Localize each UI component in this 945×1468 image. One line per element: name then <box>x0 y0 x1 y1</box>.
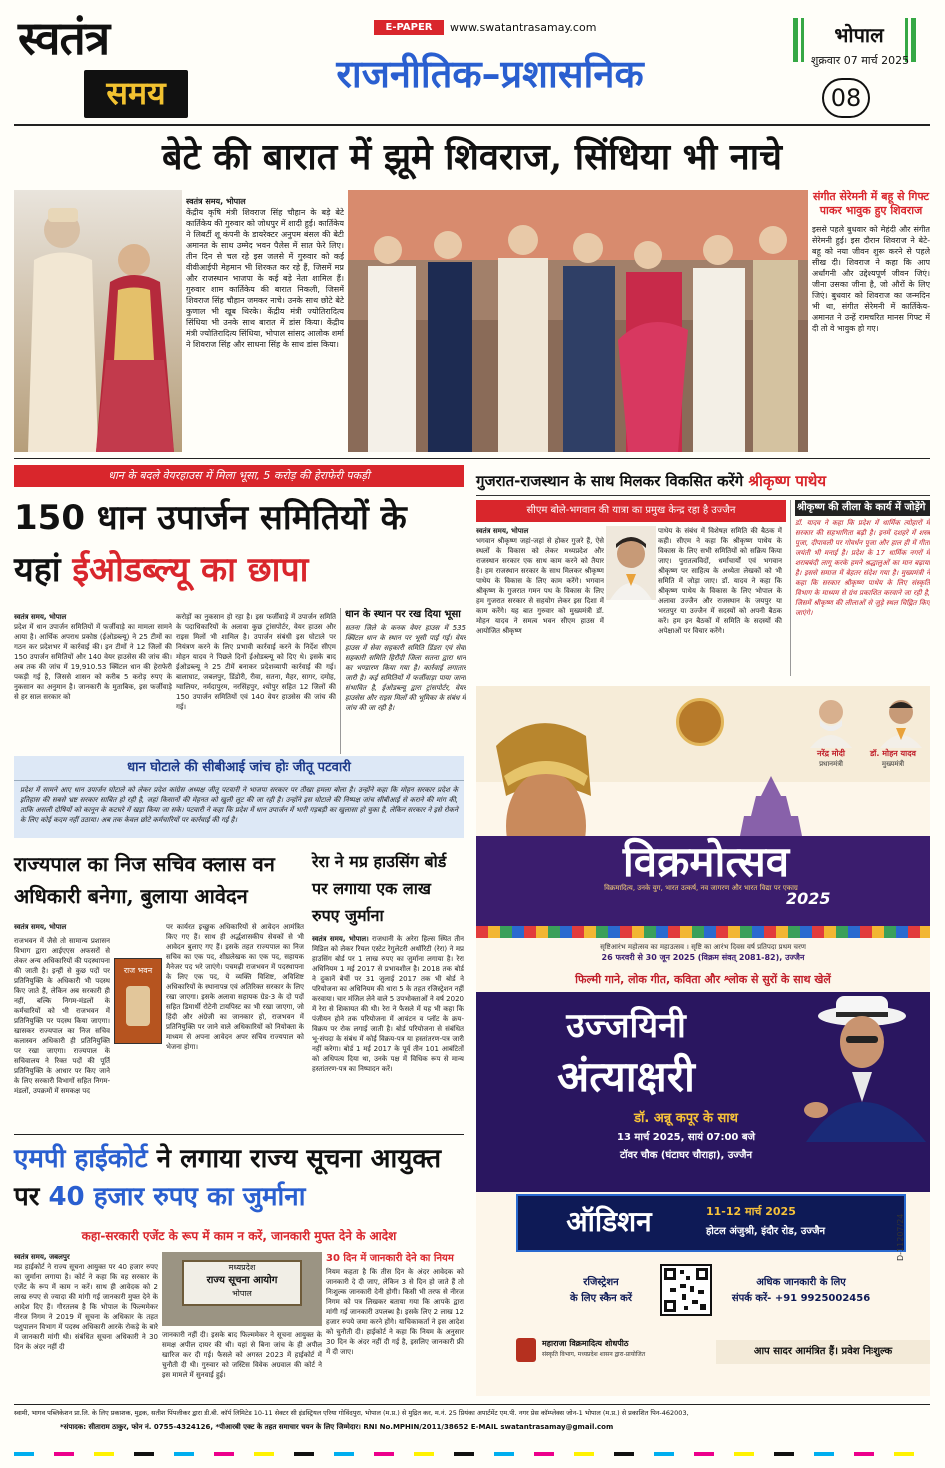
hc-headline-part2: ने लगाया राज्य सूचना आयुक्त पर <box>14 1144 442 1212</box>
hc-top-rule <box>14 1134 464 1135</box>
event-name-line1: उज्जयिनी <box>566 1006 686 1046</box>
rera-body: राजधानी के अरेरा हिल्स स्थित तीन मिडिल को लेकर रियल एस्टेट रेगुलेटरी अथॉरिटी (रेरा) ने मप्र हाउसिंग बोर्ड पर 1 लाख रुपए का जुर्माना लगाया है। रेरा अधिनियम 1 मई 2017 से प्रभावशील है। 2018 तक बोर्ड ने दुकानें बेचीं पर 31 जुलाई 2017 तक भी बोर्ड ने परियोजना का अधिनियम की धारा 5 के तहत रजिस्ट्रेशन नहीं करवाया। चार मंजिल लेने वाले 5 उपभोक्ताओं ने वर्ष 2020 में रेरा से शिकायत की थी। रेरा ने फैसले में यह भी कहा कि पंजीयन होने तक परियोजना में आवंटन व प्लॉट के क्रय-विक्रय पर रोक लगाई जाती है। बोर्ड परियोजना से संबंधित भू-संपदा के संबंध में कोई विक्रय-पत्र या हस्तांतरण-पत्र जारी नहीं करेगा। बोर्ड 1 मई 2017 के पूर्व तीन 101 आबंटितों को अधिपत्य दिया था, उनके पक्ष में विधिक रूप से मान्य हस्तांतरण-पत्र का निष्पादन करें। <box>312 935 464 1073</box>
lead-bottom-rule <box>14 458 930 459</box>
gujarat-kicker-text: सीएम बोले-भगवान की यात्रा का प्रमुख केन्द्र रहा है उज्जैन <box>526 505 736 516</box>
audition-label: ऑडिशन <box>566 1205 652 1238</box>
rera-col <box>312 934 464 1128</box>
paddy-headline-part2: ईओडब्ल्यू का छापा <box>72 550 309 590</box>
gujarat-box-body: डॉ. यादव ने कहा कि प्रदेश में धार्मिक त्योहारों में सरकार की सहभागिता बढ़ी है। इनमें दशहरे में शस्त्र पूजा, दीपावली पर गोवर्धन पूजा और हाल ही में गीता जयंती भी मनाई है। प्रदेश के 17 धार्मिक नगरों में शराबबंदी लागू करके हमने श्रद्धालुओं का मान बढ़ाया है। इससे समाज में बेहतर संदेश गया है। मुख्यमंत्री ने कहा कि सरकार श्रीकृष्ण पाथेय के लिए संस्कृति विभाग के माध्यम से ग्रंथ प्रकाशित करवाने जा रही है, जिसमें श्रीकृष्ण की लीलाओं से जुड़े स्थल चिह्नित किए जाएंगे। <box>795 519 930 617</box>
qr-code-icon[interactable] <box>660 1264 712 1316</box>
gujarat-box-title: श्रीकृष्ण की लीला के कार्य में जोड़ेंगे <box>795 500 930 516</box>
edition-date: शुक्रवार 07 मार्च 2025 <box>810 54 910 67</box>
leader2-illustration <box>876 692 926 748</box>
fest-year: 2025 <box>786 889 831 908</box>
leader2-photo <box>876 692 926 748</box>
rera-dateline: स्वतंत्र समय, भोपाल। <box>312 935 369 943</box>
epaper-badge: E-PAPER <box>374 20 444 35</box>
footer-rule <box>14 1404 930 1405</box>
audition-venue: होटल अंजुश्री, इंदौर रोड, उज्जैन <box>706 1226 826 1237</box>
leader1-title: प्रधानमंत्री <box>819 760 843 768</box>
hc-photo <box>162 1252 322 1326</box>
hc-dateline: स्वतंत्र समय, जबलपुर <box>14 1253 70 1261</box>
gujarat-headline-part1: गुजरात-राजस्थान के साथ मिलकर विकसित करेंगे <box>476 472 749 490</box>
gujarat-col2: पाथेय के संबंध में विशेषज्ञ समिति की बैठक में कही। सीएम ने कहा कि श्रीकृष्ण पाथेय के विकास के लिए सभी समितियों को सक्रिय किया जाए। पुरातत्वविदों, धर्माचार्यों एवं भगवान श्रीकृष्ण पर साहित्य के अध्येता लेखकों को भी समिति में जोड़ा जाए। डॉ. यादव ने कहा कि श्रीकृष्ण पाथेय के विकास के लिए भोपाल के अलावा उज्जैन और राजस्थान के जयपुर या भरतपुर या उज्जैन में सदस्यों को अपनी बैठक करें। हम इन बैठकों में समिति के सदस्यों की अपेक्षाओं पर विचार करेंगे। <box>658 527 782 635</box>
governor-body1: राजभवन में जैसे तो सामान्य प्रशासन विभाग द्वारा आईएएस अफसरों से लेकर अन्य अधिकारियों की पदस्थापना की जाती है। इन्हीं से कुछ पदों पर प्रतिनियुक्ति के अधिकारी भी पदस्थ किए जाते हैं, लेकिन अब सरकारी ही नहीं, बल्कि निगम-मंडलों के कर्मचारियों को भी राजभवन में प्रतिनियुक्ति पर पदस्थ किया जाएगा। खासकर राज्यपाल का निज सचिव कलास्वन अधिकारी ही प्रतिनियुक्ति पर रखा जाएगा। राज्यपाल के सचिवालय ने रिक्त पदों की पूर्ति प्रतिनियुक्ति के आधार पर किए जाने के लिए सरकारी विभागों सहित निगम-मंडलों, उपक्रमों में समकक्ष पद <box>14 937 110 1095</box>
gujarat-headline-part2: श्रीकृष्ण पाथेय <box>748 472 827 490</box>
edition-city: भोपाल <box>834 23 884 47</box>
lead-body-text: केंद्रीय कृषि मंत्री शिवराज सिंह चौहान के बड़े बेटे कार्तिकेय की गुरुवार को जोधपुर में शादी हुई। कार्तिकेय ने लिबर्टी शू कंपनी के डायरेक्टर अनुपम बंसल की बेटी अमानत के साथ उम्मेद भवन पैलेस में सात फेरे लिए। तीन दिन से चल रहे इस जलसे में गुरुवार को कई वीवीआईपी मेहमान भी शिरकत कर रहे हैं, जिसमें मप्र और राजस्थान भाजपा के कई बड़े नेता शामिल हैं। गुरुवार शाम कार्तिकेय की बारात निकली, जिसमें शिवराज सिंह चौहान जमकर नाचे। उनके साथ छोटे बेटे कुणाल भी खूब थिरके। केंद्रीय मंत्री ज्योतिरादित्य सिंधिया भी उनके साथ बारात में डांस किया। केंद्रीय मंत्री ज्योतिरादित्य सिंधिया, भोपाल सांसद आलोक शर्मा ने शिवराज सिंह और साधना सिंह के साथ डांस किया। <box>186 208 344 349</box>
event-name-line2: अंत्याक्षरी <box>557 1052 695 1101</box>
lead-photo-couple <box>14 190 182 452</box>
hc-headline-part3: 40 हजार रुपए का जुर्माना <box>48 1182 306 1212</box>
couple-illustration <box>14 190 182 452</box>
governor-body2: पर कार्यरत इच्छुक अधिकारियों से आवेदन आमंत्रित किए गए हैं। साथ ही अर्द्धशासकीय सेवकों से भी आवेदन बुलाए गए हैं। इसके तहत राज्यपाल का निज सचिव का एक पद, शीघ्रलेखक का एक पद, सहायक मैनेजर पद भरे जाएंगे। पचमढ़ी राजभवन में पदस्थापना के लिए एक पद, ये व्यक्ति विशिष्ट, अविशिष्ट अधिकारियों के स्थानापन्न एवं अतिरिक्त सरकार के लिए रखा जाएगा। इसके अलावा सहायक ग्रेड-3 के दो पदों सहित डिमार्थी रोटेनी टायपिस्ट का भी रखा जाएगा, जो हिंदी और अंग्रेजी का जानकार हो, राजभवन में प्रतिनियुक्ति पर जाने वाले अधिकारियों को नियोक्ता के माध्यम से अपना आवेदन अपर सचिव राज्यपाल को भेजना होगा। <box>166 923 304 1051</box>
fest-title: विक्रमोत्सव <box>622 837 790 886</box>
hc-box <box>326 1252 464 1398</box>
governor-headline: राज्यपाल का निज सचिव क्लास वन अधिकारी बनेगा, बुलाया आवेदन <box>14 852 275 908</box>
footer-imprint-2: *संपादक: सीताराम ठाकुर, फोन नं. 0755-4324126, *पीआरबी एक्ट के तहत समाचार चयन के लिए जिम्मेदार। RNI No.MPHIN/2011/38652 E-MAIL swatantrasamay@gmail.com <box>60 1423 614 1431</box>
sidebar-story <box>812 190 930 454</box>
invite-text: आप सादर आमंत्रित हैं। प्रवेश निःशुल्क <box>753 1346 893 1357</box>
leader1-name: नरेंद्र मोदी <box>817 749 845 758</box>
vikramotsav-ad <box>476 686 930 1396</box>
paddy-headline-part1: 150 धान उपार्जन समितियों के यहां <box>14 498 407 590</box>
paddy-box <box>340 608 466 754</box>
hc-sign-line1: मध्यप्रदेश <box>228 1263 256 1272</box>
hc-subhead: कहा-सरकारी एजेंट के रूप में काम न करें, जानकारी मुफ्त देने के आदेश <box>81 1229 397 1243</box>
governor-photo <box>114 958 162 1044</box>
hc-headline-part1: एमपी हाईकोर्ट <box>14 1144 148 1174</box>
music-line: फिल्मी गाने, लोक गीत, कविता और श्लोक से सुरों के साथ खेलें <box>575 973 831 986</box>
organizer-sub: संस्कृति विभाग, मध्यप्रदेश शासन द्वारा-प्रायोजित <box>542 1351 646 1358</box>
cbi-box <box>14 756 464 838</box>
masthead <box>0 0 945 122</box>
emblem-icon <box>126 986 150 1026</box>
scan-label-1: रजिस्ट्रेशन <box>583 1277 619 1288</box>
lead-dateline: स्वतंत्र समय, भोपाल <box>186 197 246 206</box>
contact-label-2[interactable]: संपर्क करें- +91 9925002456 <box>731 1293 871 1304</box>
lead-headline: बेटे की बारात में झूमे शिवराज, सिंधिया भी नाचे <box>162 136 782 178</box>
temple-shape <box>736 776 806 836</box>
logo-bottom-box <box>84 70 188 118</box>
paddy-col2: करोड़ों का नुकसान हो रहा है। इस फर्जीवाड़े में उपार्जन समिति के पदाधिकारियों के अलावा कुछ ट्रांसपोर्टर, वेयर हाउस और राइस मिलों भी शामिल है। उपार्जन संबंधी इस घोटाले पर नियंत्रण करने के लिए प्रभावी कार्रवाई करने के निर्देश सीएम मोहन यादव ने पिछले दिनों ईओडब्ल्यू को दिए थे। इसके बाद ईओडब्ल्यू ने 25 टीमें बनाकर प्रदेशव्यापी कार्रवाई की गई। बालाघाट, जबलपुर, डिंडोरी, रीवा, सतना, मैहर, सागर, दमोह, ग्वालियर, नर्मदापुरम, नरसिंहपुर, श्योपुर सहित 12 जिलों की 150 उपार्जन समितियों एवं 140 वेयर हाउसेस की जांच की गई। <box>176 613 336 711</box>
logo-top-text: स्वतंत्र <box>18 11 110 65</box>
gujarat-kicker <box>476 500 786 522</box>
lead-photo-dance <box>348 190 808 452</box>
sidebar-body: इससे पहले बुधवार को मेहंदी और संगीत सेरेमनी हुई। इस दौरान शिवराज ने बेटे-बहू को नया जीवन शुरू करने से पहले सीख दी। शिवराज ने कहा कि आप अर्धांगनी और उद्देश्यपूर्ण जीवन जिएं। जीना उसका जीना है, जो औरों के लिए जिएं। बुधवार को शिवराज का जन्मदिन भी था, संगीत सेरेमनी में कार्तिकेय-अमानत ने उन्हें रामचरित मानस गिफ्ट में दी तो वे भावुक हो गए। <box>812 225 930 333</box>
hc-body2: जानकारी नहीं दी। इसके बाद फिल्ममेकर ने सूचना आयुक्त के समक्ष अपील दायर की थी। यहां से बिना जांच के ही अपील खारिज कर दी गई। फैसले को अगस्त 2023 में हाईकोर्ट में चुनौती दी थी। गुरुवार को जस्टिस विवेक अग्रवाल की कोर्ट ने इस मामले में सुनवाई हुई। <box>162 1331 322 1379</box>
print-registration-bar <box>14 1452 930 1456</box>
website-link[interactable]: www.swatantrasamay.com <box>450 21 597 34</box>
leader2-name: डॉ. मोहन यादव <box>870 749 916 758</box>
bunting-strip <box>476 926 930 938</box>
leader1-photo <box>806 692 856 748</box>
cbi-body: प्रदेश में सामने आए धान उपार्जन घोटाले को लेकर प्रदेश कांग्रेस अध्यक्ष जीतू पटवारी ने भाजपा सरकार पर तीखा हमला बोला है। उन्होंने कहा कि मोहन सरकार प्रदेश के इतिहास की सबसे भ्रष्ट सरकार साबित हो रही है, जहां किसानों की मेहनत को खुली लूट की जा रही है। उन्होंने इस घोटाले की निष्पक्ष जांच सीबीआई से कराने की मांग की, ताकि असली दोषियों को कानून के कटघरे में खड़ा किया जा सके। पटवारी ने कहा कि प्रदेश में धान उपार्जन में भारी गड़बड़ी का खुलासा हो चुका है, लेकिन सरकार ने इसे रोकने के लिए कोई कदम नहीं उठाया। अब तक केवल छोटे कर्मचारियों पर कार्रवाई की गई है। <box>20 786 458 824</box>
paddy-kicker-text: धान के बदले वेयरहाउस में मिला भूसा, 5 करोड़ की हेराफेरी पकड़ी <box>108 469 370 482</box>
footer-imprint-1: स्वामी, भागव पब्लिकेशन प्रा.लि. के लिए प्रकाशक, मुद्रक, सतीश पिंपलीकर द्वारा डी.बी. कॉर्प लिमिटेड 10-11 सेक्टर सी इंडस्ट्रियल एरिया गोविंदपुरा, भोपाल (म.प्र.) से मुद्रित कर, म.नं. 25 प्रियंका अपार्टमेंट एम.पी. नगर प्रेस कॉम्प्लेक्स जोन-1 भोपाल (म.प्र.) से प्रकाशित पिन-462003, <box>14 1409 689 1417</box>
ad-code: D-11207/24 <box>896 1213 905 1261</box>
event-host: डॉ. अन्नू कपूर के साथ <box>634 1111 738 1126</box>
gujarat-col1 <box>476 526 604 674</box>
section-title: राजनीतिक–प्रशासनिक <box>336 52 644 96</box>
audition-dates: 11-12 मार्च 2025 <box>706 1205 796 1218</box>
organizer-name: महाराजा विक्रमादित्य शोधपीठ <box>542 1339 629 1348</box>
hc-body1: मप्र हाईकोर्ट ने राज्य सूचना आयुक्त पर 40 हजार रुपए का जुर्माना लगाया है। कोर्ट ने कहा कि वह सरकार के एजेंट के रूप में काम न करें। साथ ही आवेदक को 2 लाख रुपए से ज्यादा की मांगी गई जानकारी मुफ्त देने के आदेश दिए हैं। गौरतलब है कि भोपाल के फिल्ममेकर नीरज निगम ने 2019 में सूचना के अधिकार के तहत पशुपालन विभाग में पदस्थ अधिकारी आरके रोकड़े के बारे में जानकारी मांगी थी। संबंधित सूचना अधिकारी ने 30 दिन के अंदर नहीं दी <box>14 1263 158 1351</box>
hc-sign-line2: राज्य सूचना आयोग <box>206 1275 278 1286</box>
paddy-body1: प्रदेश में धान उपार्जन समितियों में फर्जीवाड़े का मामला सामने आया है। आर्थिक अपराध प्रकोष्ठ (ईओडब्ल्यू) ने 25 टीमों का गठन कर प्रदेशभर में कार्रवाई की। इन टीमों ने 12 जिलों की 150 उपार्जन समितियों और 140 वेयर हाउसेस की जांच की। अब तक की जांच में 19,910.53 क्विंटल धान की हेराफेरी पकड़ी गई है, जिससे शासन को करीब 5 करोड़ रुपए के नुकसान का अनुमान है। जानकारी के मुताबिक, इस फर्जीवाड़े से हर साल सरकार को <box>14 623 172 701</box>
paddy-kicker <box>14 465 464 487</box>
qr-code-pattern <box>662 1266 710 1314</box>
gujarat-box <box>790 500 930 676</box>
hc-box-body: नियम कहता है कि तीस दिन के अंदर आवेदक को जानकारी दे दी जाए, लेकिन 3 से दिन हो जाते हैं तो निःशुल्क जानकारी देनी होगी। किसी भी तरफ से नीरज निगम को पत्र लिखकर बताया गया कि आपके द्वारा मांगी गई जानकारी उपलब्ध है। इसके लिए 2 लाख 12 हजार रुपये जमा करने होंगे। याचिकाकर्ता ने इस आदेश को चुनौती दी। हाईकोर्ट ने कहा कि नियम के अनुसार 30 दिन के अंदर नहीं दी गई है, इसलिए जानकारी फ्री में दी जाए। <box>326 1268 464 1356</box>
cbi-headline: धान घोटाले की सीबीआई जांच होः जीतू पटवारी <box>14 756 464 781</box>
scan-label-2: के लिए स्कैन करें <box>570 1293 632 1304</box>
paddy-headline <box>14 492 464 602</box>
dance-illustration <box>348 190 808 452</box>
temple-icon <box>736 776 806 836</box>
fest-tagline: विक्रमादित्य, उनके युग, भारत उत्कर्ष, नव जागरण और भारत विद्या पर एकाग्र <box>604 884 798 892</box>
event-venue: टॉवर चौक (घंटाघर चौराहा), उज्जैन <box>620 1150 752 1161</box>
paddy-col1 <box>14 612 172 752</box>
hc-sign-board <box>182 1260 302 1306</box>
leader2-title: मुख्यमंत्री <box>881 760 905 768</box>
organizer-logo-icon <box>516 1338 536 1362</box>
hc-box-title: 30 दिन में जानकारी देने का नियम <box>326 1253 454 1264</box>
leader1-illustration <box>806 692 856 748</box>
logo <box>14 10 194 122</box>
lead-body <box>186 196 344 454</box>
fest-dates: 26 फरवरी से 30 जून 2025 (विक्रम संवत् 2081-82), उज्जैन <box>601 953 805 962</box>
hc-sign-line3: भोपाल <box>232 1289 252 1298</box>
page-number: 08 <box>822 78 870 118</box>
paddy-dateline: स्वतंत्र समय, भोपाल <box>14 613 67 621</box>
event-datetime: 13 मार्च 2025, सायं 07:00 बजे <box>617 1132 755 1143</box>
fest-sub1: सृष्टिआरंभ महोत्सव का महाउत्सव । सृष्टि का आरंभ दिवस वर्ष प्रतिपदा प्रथम चरण <box>600 943 806 951</box>
rera-headline: रेरा ने मप्र हाउसिंग बोर्ड पर लगाया एक लाख रुपए जुर्माना <box>312 852 447 925</box>
sidebar-headline: संगीत सेरेमनी में बहू से गिफ्ट पाकर भावुक हुए शिवराज <box>812 190 930 217</box>
governor-dateline: स्वतंत्र समय, भोपाल <box>14 923 67 931</box>
gujarat-body1: भगवान श्रीकृष्ण जहां-जहां से होकर गुजरे हैं, ऐसे स्थलों के विकास को लेकर मध्यप्रदेश और राजस्थान सरकार एक साथ काम करने को तैयार है। हम राजस्थान सरकार के साथ मिलकर श्रीकृष्ण पाथेय के विकास के लिए काम करेंगे। भगवान श्रीकृष्ण के गुजरात गमन पथ के विकास के लिए हम गुजरात सरकार से सहयोग लेकर इस दिशा में काम करेंगे। यह बात गुरुवार को मुख्यमंत्री डॉ. मोहन यादव ने समत्व भवन सीएम हाउस में आयोजित श्रीकृष्ण <box>476 537 604 635</box>
gujarat-dateline: स्वतंत्र समय, भोपाल <box>476 527 529 535</box>
paddy-box-title: धान के स्थान पर रख दिया भूसा <box>345 609 461 620</box>
gujarat-headline <box>476 466 930 496</box>
contact-label-1: अधिक जानकारी के लिए <box>756 1277 846 1288</box>
emblem-logo-icon <box>676 698 724 746</box>
logo-bottom-text: समय <box>106 74 166 112</box>
hc-headline <box>14 1140 464 1222</box>
governor-photo-label: राज भवन <box>123 966 153 975</box>
hc-col1 <box>14 1252 158 1396</box>
paddy-box-body: सतना जिले के कनक वेयर हाउस में 535 क्विंटल धान के स्थान पर भूसी पाई गई। वेयर हाउस में सेवा सहकारी समिति डिंडरा एवं सेवा सहकारी समिति हिरौंदी जिला सतना द्वारा धान का भण्डारण किया गया है। कार्रवाई लगातार जारी है। कई समितियों में फर्जीवाड़ा पाया जाना संभावित है, ईओडब्ल्यू द्वारा ट्रांसपोर्टर, वेयर हाउसेस और राइस मिलों की भूमिका के संबंध में जांच की जा रही है। <box>345 624 466 712</box>
